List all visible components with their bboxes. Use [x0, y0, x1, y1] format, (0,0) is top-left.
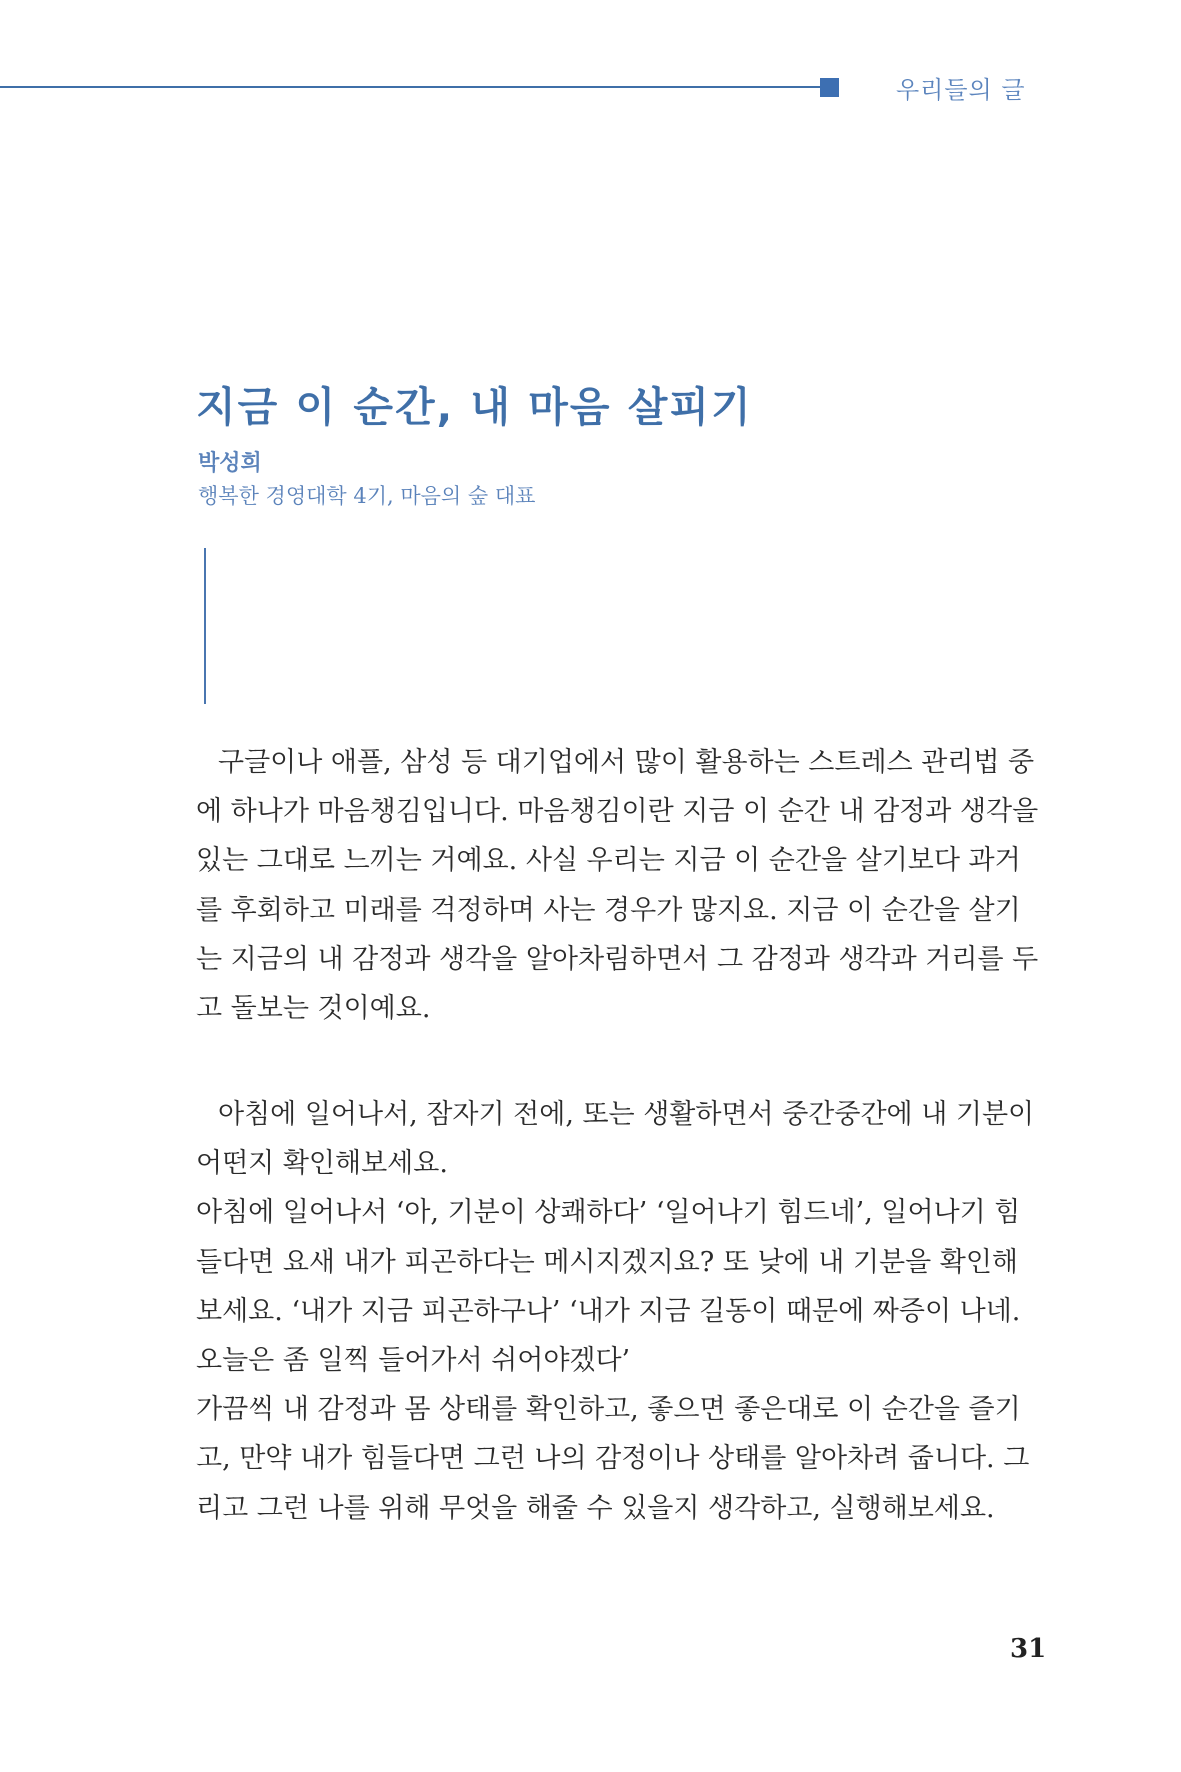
body-paragraph: 구글이나 애플, 삼성 등 대기업에서 많이 활용하는 스트레스 관리법 중에 하나가 마음챙김입니다. 마음챙김이란 지금 이 순간 내 감정과 생각을 있는 그대로 느끼는 거예요. 사실 우리는 지금 이 순간을 살기보다 과거를 후회하고 미래를 걱정하며 사는 경우가 많지요. 지금 이 순간을 살기는 지금의 내 감정과 생각을 알아차림하면서 그 감정과 생각과 거리를 두고 돌보는 것이예요. [196, 747, 1039, 1025]
body-section-1 [196, 738, 1042, 1033]
article-title: 지금 이 순간, 내 마음 살피기 [196, 383, 753, 431]
body-paragraph: 가끔씩 내 감정과 몸 상태를 확인하고, 좋으면 좋은대로 이 순간을 즐기고, 만약 내가 힘들다면 그런 나의 감정이나 상태를 알아차려 줍니다. 그리고 그런 나를 위해 무엇을 해줄 수 있을지 생각하고, 실행해보세요. [196, 1394, 1030, 1524]
page-number: 31 [1010, 1634, 1047, 1664]
header-rule [0, 86, 822, 88]
section-label: 우리들의 글 [896, 76, 1026, 104]
header-square-marker [820, 78, 839, 97]
author-name: 박성희 [198, 451, 262, 476]
quote-bar [204, 548, 206, 704]
body-section-2 [196, 1090, 1042, 1533]
author-affiliation: 행복한 경영대학 4기, 마음의 숲 대표 [198, 484, 536, 508]
body-paragraph: 아침에 일어나서, 잠자기 전에, 또는 생활하면서 중간중간에 내 기분이 어떤지 확인해보세요. [196, 1099, 1035, 1180]
body-paragraph: 아침에 일어나서 ‘아, 기분이 상쾌하다’ ‘일어나기 힘드네’, 일어나기 힘들다면 요새 내가 피곤하다는 메시지겠지요? 또 낮에 내 기분을 확인해보세요. ‘내가 지금 피곤하구나’ ‘내가 지금 길동이 때문에 짜증이 나네. 오늘은 좀 일찍 들어가서 쉬어야겠다’ [196, 1197, 1021, 1377]
